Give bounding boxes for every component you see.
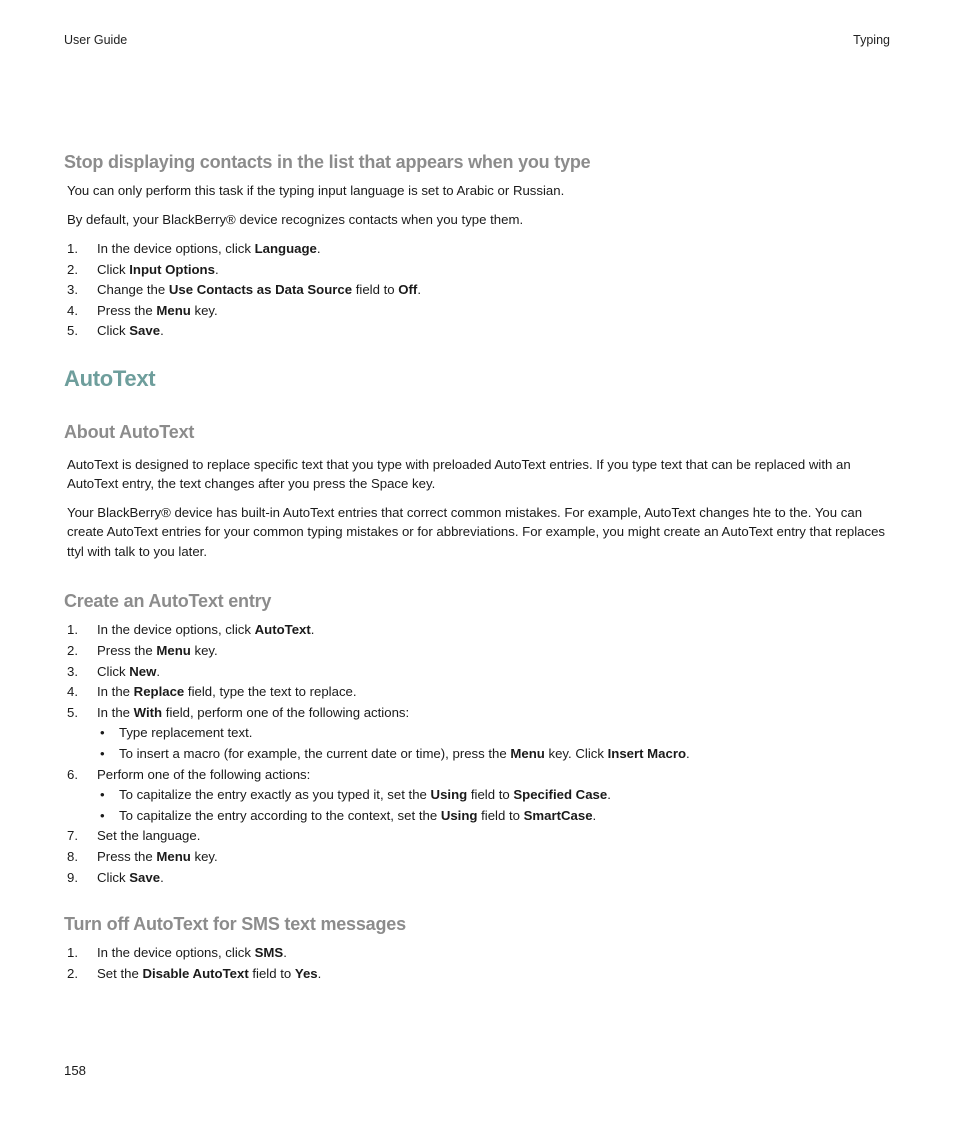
step-item <box>67 280 894 301</box>
stop-contacts-heading: Stop displaying contacts in the list that appears when you type <box>64 152 591 172</box>
step-keyword: Replace <box>133 684 185 700</box>
step-number: 4. <box>67 302 78 318</box>
stop-contacts-steps <box>64 239 894 342</box>
step-text: . <box>283 945 287 961</box>
step-keyword: Disable AutoText <box>142 965 249 981</box>
step-text: Press the <box>97 643 157 659</box>
step-keyword: With <box>133 704 163 720</box>
step-text: Set the language. <box>97 828 201 844</box>
bullet-text: Type replacement text. <box>119 725 253 741</box>
step-item <box>67 260 894 281</box>
step-6-bullets <box>97 785 894 826</box>
step-keyword: AutoText <box>254 622 311 638</box>
step-keyword: Save <box>129 323 161 339</box>
about-autotext-para-2: Your BlackBerry® device has built-in AutoText entries that correct common mistakes. For example, AutoText changes hte to the. You can create AutoText entries for your common typing mistakes or for abbreviations. For example, you might create an AutoText entry that replaces ttyl with talk to you later. <box>67 504 886 559</box>
step-text: . <box>160 323 164 339</box>
step-text: Click <box>97 323 130 339</box>
step-keyword: Language <box>254 241 317 256</box>
create-entry-heading: Create an AutoText entry <box>64 591 272 612</box>
step-text: In the <box>97 684 134 700</box>
step-number: 9. <box>67 869 78 885</box>
header-chapter-title: Typing <box>853 33 890 47</box>
step-keyword: Menu <box>156 643 191 659</box>
step-keyword: Menu <box>156 302 191 318</box>
step-text: Change the <box>97 282 169 298</box>
step-number: 2. <box>67 261 78 277</box>
step-number: 6. <box>67 766 78 782</box>
step-text: . <box>417 282 421 298</box>
autotext-section-heading: AutoText <box>64 365 156 391</box>
turn-off-sms-steps <box>64 943 894 984</box>
bullet-dot-icon: • <box>100 725 105 741</box>
step-keyword: Save <box>129 869 161 885</box>
step-keyword: Use Contacts as Data Source <box>168 282 353 298</box>
step-text: . <box>156 663 161 679</box>
step-text: Click <box>97 261 130 277</box>
step-text: field to <box>248 965 295 981</box>
step-text: In the device options, click <box>97 945 255 961</box>
step-text: key. <box>190 643 218 659</box>
step-keyword: Input Options <box>129 261 215 277</box>
step-text: . <box>317 965 322 981</box>
bullet-item <box>97 744 894 765</box>
bullet-text: field to <box>467 787 514 803</box>
step-item <box>67 321 894 342</box>
step-item <box>67 964 894 985</box>
step-number: 1. <box>67 241 78 256</box>
bullet-text: . <box>607 787 611 803</box>
step-item <box>67 682 894 703</box>
step-text: field, perform one of the following actions: <box>162 704 410 720</box>
step-item <box>67 620 894 641</box>
step-keyword: Off <box>398 282 418 298</box>
step-number: 5. <box>67 323 78 339</box>
step-text: key. <box>190 302 218 318</box>
step-number: 1. <box>67 945 78 961</box>
step-text: Set the <box>97 965 143 981</box>
bullet-text: key. Click <box>544 746 608 762</box>
create-entry-steps <box>64 620 894 888</box>
step-number: 3. <box>67 663 78 679</box>
step-item <box>67 239 894 260</box>
step-number: 3. <box>67 282 78 298</box>
step-number: 4. <box>67 684 78 700</box>
about-autotext-heading: About AutoText <box>64 421 195 442</box>
bullet-item <box>97 785 894 806</box>
bullet-dot-icon: • <box>100 787 105 803</box>
step-keyword: New <box>129 663 157 679</box>
turn-off-sms-heading: Turn off AutoText for SMS text messages <box>64 914 406 935</box>
step-keyword: Yes <box>294 965 318 981</box>
step-item <box>67 765 894 827</box>
step-item <box>67 943 894 964</box>
step-5-bullets <box>97 723 894 764</box>
step-item <box>67 826 894 847</box>
bullet-item <box>97 723 894 744</box>
step-keyword: Menu <box>156 849 191 864</box>
step-text: Press the <box>97 302 157 318</box>
step-text: In the <box>97 704 134 720</box>
step-text: key. <box>190 849 218 864</box>
stop-contacts-para-2: By default, your BlackBerry® device recognizes contacts when you type them. <box>67 211 524 227</box>
step-number: 7. <box>67 828 78 844</box>
bullet-keyword: Using <box>430 787 468 803</box>
bullet-text: field to <box>477 807 524 823</box>
step-item <box>67 662 894 683</box>
step-item <box>67 703 894 765</box>
page-number: 158 <box>64 1063 87 1078</box>
about-autotext-para-1: AutoText is designed to replace specific text that you type with preloaded AutoText entries. If you type text that can be replaced with an AutoText entry, the text changes after you press the Space key. <box>67 456 851 492</box>
bullet-text: To capitalize the entry according to the context, set the <box>119 807 441 823</box>
step-item <box>67 868 894 889</box>
bullet-keyword: Menu <box>510 746 545 762</box>
step-item <box>67 301 894 322</box>
step-text: field, type the text to replace. <box>184 684 357 700</box>
bullet-keyword: Using <box>440 807 478 823</box>
bullet-text: To capitalize the entry exactly as you typed it, set the <box>119 787 431 803</box>
bullet-dot-icon: • <box>100 746 105 762</box>
bullet-text: . <box>592 807 597 823</box>
stop-contacts-para-1: You can only perform this task if the typing input language is set to Arabic or Russian. <box>67 183 565 198</box>
step-text: In the device options, click <box>97 622 255 638</box>
step-number: 2. <box>67 965 78 981</box>
step-text: . <box>316 241 321 256</box>
bullet-item <box>97 806 894 827</box>
step-item <box>67 847 894 868</box>
step-text: Perform one of the following actions: <box>97 766 311 782</box>
step-text: . <box>310 622 315 638</box>
step-number: 1. <box>67 622 78 638</box>
page-content <box>64 152 894 984</box>
step-text: Press the <box>97 849 157 864</box>
step-number: 8. <box>67 849 78 864</box>
bullet-keyword: SmartCase <box>523 807 593 823</box>
bullet-keyword: Specified Case <box>513 787 608 803</box>
step-number: 5. <box>67 704 78 720</box>
header-guide-title: User Guide <box>64 33 128 47</box>
bullet-text: . <box>686 746 690 762</box>
bullet-dot-icon: • <box>100 807 105 823</box>
step-text: Click <box>97 663 130 679</box>
step-keyword: SMS <box>254 945 284 961</box>
step-text: . <box>214 261 219 277</box>
step-text: . <box>160 869 164 885</box>
step-item <box>67 641 894 662</box>
bullet-keyword: Insert Macro <box>607 746 687 762</box>
bullet-text: To insert a macro (for example, the current date or time), press the <box>119 746 511 762</box>
step-text: field to <box>352 282 399 298</box>
step-text: Click <box>97 869 130 885</box>
step-text: In the device options, click <box>97 241 255 256</box>
step-number: 2. <box>67 643 78 659</box>
